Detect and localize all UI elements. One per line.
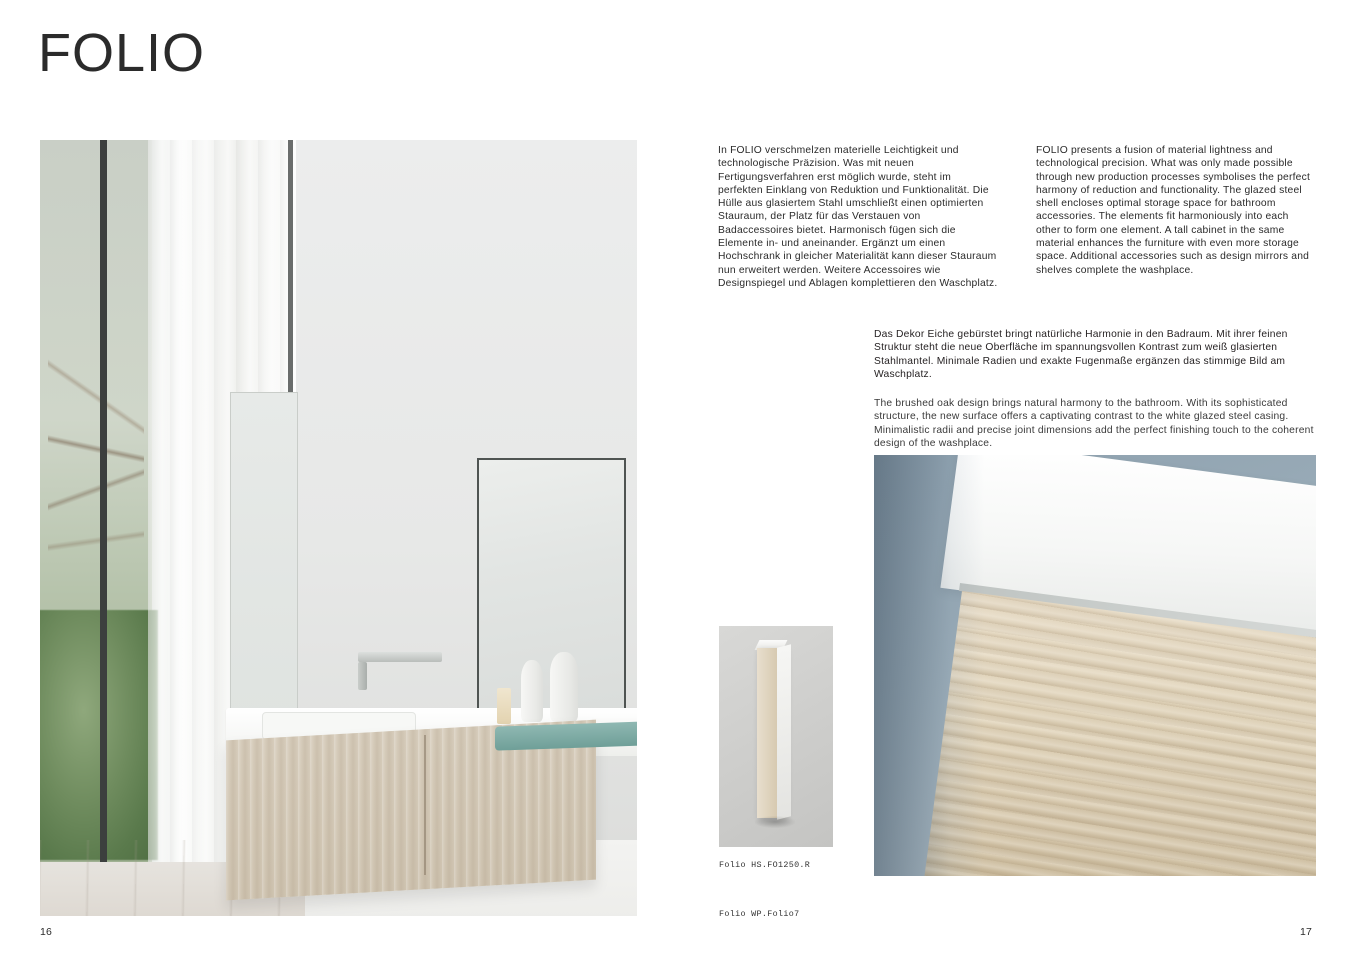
folded-towel xyxy=(495,721,637,750)
caption-washplace: Folio WP.Folio7 xyxy=(719,909,800,919)
detail-paragraph-de: Das Dekor Eiche gebürstet bringt natürliche Harmonie in den Badraum. Mit ihrer feinen Struktur steht die neue Oberfläche im spannungsvollen Kontrast zum weiß glasierten Stahlmantel. Minimale Radien und exakte Fugenmaße ergänzen das stimmige Bild am Waschplatz. xyxy=(874,329,1288,380)
page-number-right: 17 xyxy=(1300,926,1313,938)
page-number-left: 16 xyxy=(40,926,53,938)
soap-bottle xyxy=(497,688,511,724)
page-title: FOLIO xyxy=(38,23,206,83)
oak-detail-photo xyxy=(874,455,1316,876)
intro-paragraph-en: FOLIO presents a fusion of material lightness and technological precision. What was only made possible through new production processes symbolises the perfect harmony of reduction and functionality. The glazed steel shell encloses optimal storage space for bathroom accessories. The elements fit harmoniously into each other to form one element. A tall cabinet in the same material enhances the furniture with even more storage space. Additional accessories such as design mirrors and shelves complete the washplace. xyxy=(1036,145,1311,276)
garden-bush xyxy=(40,610,158,860)
hero-bathroom-photo xyxy=(40,140,637,916)
drawer-joint xyxy=(424,735,426,875)
intro-paragraph-de: In FOLIO verschmelzen materielle Leichtigkeit und technologische Präzision. Was mit neuen Fertigungsverfahren erst möglich wurde, steht im perfekten Einklang von Reduktion und Funktionalität. Die Hülle aus glasiertem Stahl umschließt einen optimierten Stauraum, der Platz für das Verstauen von Badaccessoires bietet. Harmonisch fügen sich die Elemente in- und aneinander. Ergänzt um einen Hochschrank in gleicher Materialität kann dieser Stauraum nun erweitert werden. Weitere Accessoires wie Designspiegel und Ablagen komplettieren den Waschplatz. xyxy=(718,145,998,289)
branches-decor xyxy=(48,260,144,630)
vase-large xyxy=(550,652,578,722)
caption-tall-cabinet: Folio HS.FO1250.R xyxy=(719,860,811,870)
faucet-wall-plate xyxy=(358,652,442,662)
vase-small xyxy=(521,660,543,722)
window-frame-left xyxy=(100,140,107,875)
tall-cabinet-photo xyxy=(719,626,833,847)
faucet-spout xyxy=(358,662,367,690)
cabinet-shadow xyxy=(755,816,795,828)
cabinet-side-white xyxy=(777,644,791,819)
glass-door-panel xyxy=(230,392,298,724)
detail-left-shadow xyxy=(874,455,984,876)
detail-paragraph-en: The brushed oak design brings natural harmony to the bathroom. With its sophisticated structure, the new surface offers a captivating contrast to the white glazed steel casing. Minimalistic radii and precise joint dimensions add the perfect finishing touch to the coherent design of the washplace. xyxy=(874,398,1314,449)
